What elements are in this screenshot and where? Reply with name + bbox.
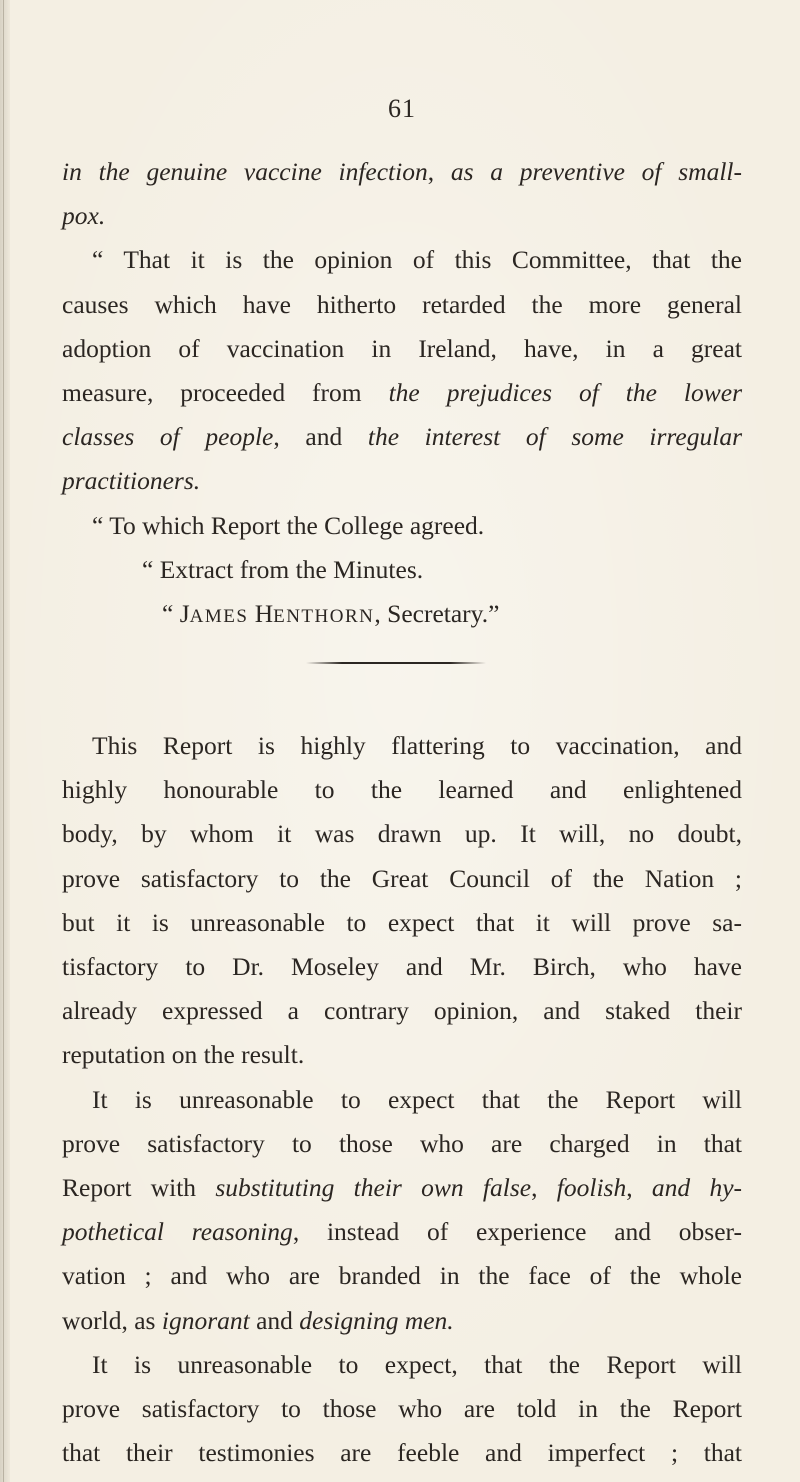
roman-text: body, by whom it was drawn up. It will, no doubt, bbox=[62, 819, 742, 849]
text-line bbox=[62, 1431, 742, 1475]
small-caps-text: H bbox=[254, 598, 274, 628]
roman-text: “ Extract from the Minutes. bbox=[142, 554, 424, 584]
roman-text: This Report is highly flattering to vaccination, and bbox=[92, 731, 742, 761]
roman-text: , Secretary.” bbox=[374, 598, 500, 628]
italic-text: substituting their own false bbox=[215, 1172, 532, 1202]
roman-text: world, as bbox=[62, 1305, 162, 1335]
text-line bbox=[62, 1343, 742, 1387]
text-line bbox=[62, 1210, 742, 1254]
text-line bbox=[62, 1122, 742, 1166]
text-line bbox=[62, 459, 742, 503]
gutter-line bbox=[3, 0, 4, 1482]
roman-text: but it is unreasonable to expect that it will prove sa- bbox=[62, 907, 742, 937]
roman-text: vation ; and who are branded in the face of the whole bbox=[62, 1261, 742, 1291]
roman-text: “ bbox=[162, 598, 180, 628]
text-line bbox=[62, 238, 742, 282]
text-line bbox=[62, 857, 742, 901]
italic-text: the prejudices of the lower bbox=[388, 377, 742, 407]
roman-text: It is unreasonable to expect that the Report will bbox=[92, 1084, 742, 1114]
roman-text: tisfactory to Dr. Moseley and Mr. Birch, who have bbox=[62, 952, 742, 981]
italic-text: foolish bbox=[556, 1172, 627, 1202]
text-line bbox=[62, 194, 742, 238]
italic-text: as a preventive of small- bbox=[450, 157, 742, 186]
small-caps-text: ENTHORN bbox=[273, 605, 375, 627]
body-text bbox=[62, 150, 742, 1475]
signature-line bbox=[62, 592, 742, 636]
text-line bbox=[62, 1387, 742, 1431]
text-line bbox=[62, 283, 742, 327]
roman-text: causes which have hitherto retarded the more general bbox=[62, 289, 742, 319]
text-line bbox=[62, 1166, 742, 1210]
roman-text: and bbox=[249, 1305, 300, 1335]
italic-text: pox. bbox=[62, 201, 106, 231]
roman-text: , instead of experience and obser- bbox=[292, 1217, 743, 1247]
roman-text: , bbox=[531, 1172, 557, 1202]
small-caps-text: J bbox=[179, 598, 190, 628]
roman-text: , and bbox=[273, 422, 368, 452]
separator bbox=[62, 636, 742, 724]
italic-text: practitioners. bbox=[62, 466, 201, 496]
text-line bbox=[62, 548, 742, 592]
italic-text: designing men. bbox=[299, 1305, 454, 1335]
page-gutter bbox=[0, 0, 10, 1482]
separator-rule bbox=[306, 662, 486, 664]
roman-text: reputation on the result. bbox=[62, 1040, 305, 1070]
italic-text: and hy- bbox=[651, 1172, 743, 1202]
italic-text: in the genuine vaccine infection bbox=[62, 157, 428, 186]
text-line bbox=[62, 415, 742, 459]
roman-text: that their testimonies are feeble and imperfect ; that bbox=[62, 1438, 742, 1468]
text-line bbox=[62, 1078, 742, 1122]
text-line bbox=[62, 327, 742, 371]
text-line bbox=[62, 768, 742, 812]
text-line bbox=[62, 945, 742, 989]
roman-text: adoption of vaccination in Ireland, have, in a great bbox=[62, 333, 742, 363]
text-line bbox=[62, 504, 742, 548]
roman-text: , bbox=[427, 157, 451, 186]
roman-text: measure, proceeded from bbox=[62, 377, 389, 407]
roman-text: “ That it is the opinion of this Committee, that the bbox=[92, 245, 742, 275]
text-line bbox=[62, 812, 742, 856]
text-line bbox=[62, 1033, 742, 1077]
text-line bbox=[62, 989, 742, 1033]
roman-text: already expressed a contrary opinion, and staked their bbox=[62, 996, 742, 1026]
roman-text: Report with bbox=[62, 1172, 216, 1202]
text-line bbox=[62, 150, 742, 194]
italic-text: the interest of some irregular bbox=[367, 422, 742, 452]
roman-text: prove satisfactory to the Great Council of the Nation ; bbox=[62, 863, 742, 893]
text-line bbox=[62, 1299, 742, 1343]
small-caps-text: AMES bbox=[189, 605, 255, 627]
roman-text: prove satisfactory to those who are charged in that bbox=[62, 1128, 742, 1158]
roman-text: prove satisfactory to those who are told in the Report bbox=[62, 1393, 742, 1423]
italic-text: ignorant bbox=[161, 1305, 250, 1335]
roman-text: highly honourable to the learned and enlightened bbox=[62, 775, 742, 805]
text-line bbox=[62, 371, 742, 415]
italic-text: classes of people bbox=[62, 422, 274, 452]
text-line bbox=[62, 724, 742, 768]
roman-text: It is unreasonable to expect, that the Report will bbox=[92, 1349, 742, 1379]
italic-text: pothetical reasoning bbox=[62, 1217, 293, 1247]
roman-text: , bbox=[626, 1172, 652, 1202]
text-line bbox=[62, 901, 742, 945]
roman-text: “ To which Report the College agreed. bbox=[92, 510, 485, 540]
page-number: 61 bbox=[388, 94, 416, 123]
text-line bbox=[62, 1254, 742, 1298]
